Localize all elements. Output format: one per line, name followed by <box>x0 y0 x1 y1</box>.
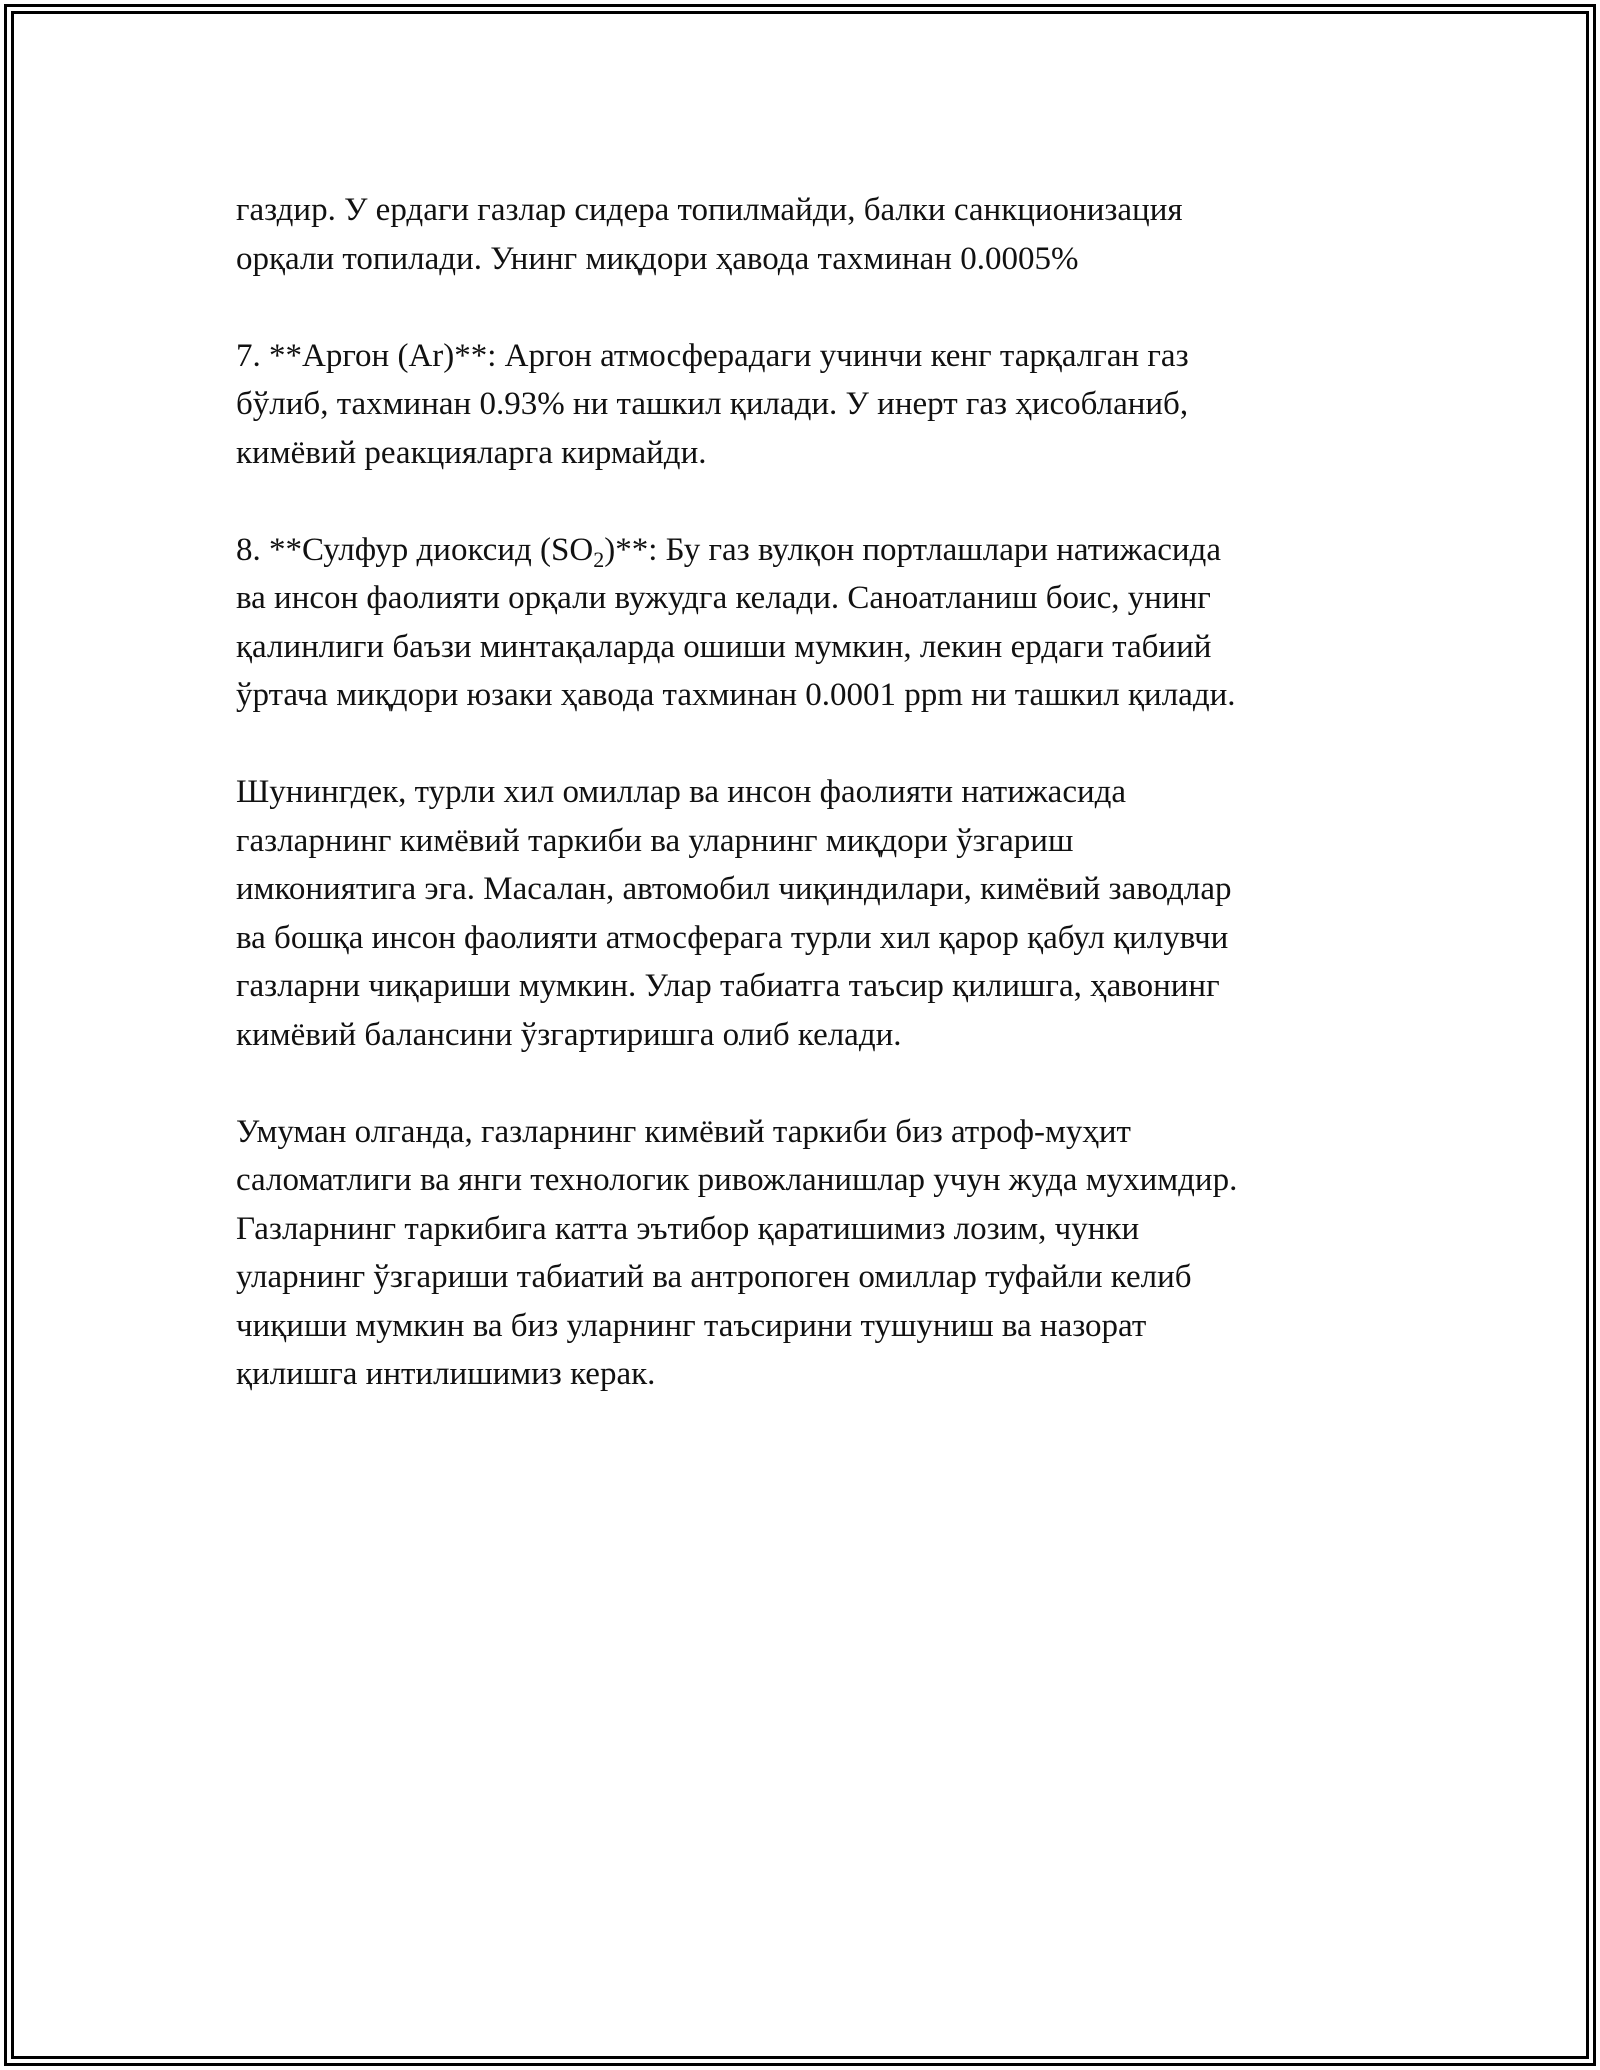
paragraph-human-activity: Шунингдек, турли хил омиллар ва инсон фаолияти натижасида газларнинг кимёвий таркиби ва уларнинг миқдори ўзгариш имкониятига эга. Масалан, автомобил чиқиндилари, кимёвий заводлар ва бошқа инсон фаолияти атмосферага турли хил қарор қабул қилувчи газларни чиқариши мумкин. Улар табиатга таъсир қилишга, ҳавонинг кимёвий балансини ўзгартиришга олиб келади. <box>236 774 1232 1053</box>
so2-subscript: 2 <box>593 546 605 572</box>
document-body <box>236 186 1356 1399</box>
so2-text-start: 8. **Сулфур диоксид (SO <box>236 531 594 568</box>
paragraph-argon: 7. **Аргон (Ar)**: Аргон атмосферадаги учинчи кенг тарқалган газ бўлиб, тахминан 0.93% ни ташкил қилади. У инерт газ ҳисобланиб, кимёвий реакцияларга кирмайди. <box>236 337 1189 471</box>
paragraph-conclusion: Умуман олганда, газларнинг кимёвий таркиби биз атроф-муҳит саломатлиги ва янги технологик ривожланишлар учун жуда мухимдир. Газларнинг таркибига катта эътибор қаратишимиз лозим, чунки уларнинг ўзгариши табиатий ва антропоген омиллар туфайли келиб чиқиши мумкин ва биз уларнинг таъсирини тушуниш ва назорат қилишга интилишимиз керак. <box>236 1113 1238 1392</box>
so2-text-end: )**: Бу газ вулқон портлашлари натижасида ва инсон фаолияти орқали вужудга келади. Саноатланиш боис, унинг қалинлиги баъзи минтақаларда ошиши мумкин, лекин ердаги табиий ўртача миқдори юзаки ҳавода тахминан 0.0001 ppm ни ташкил қилади. <box>236 531 1236 713</box>
paragraph-sulfur-dioxide <box>236 526 1356 720</box>
paragraph-krypton-continuation: газдир. У ердаги газлар сидера топилмайди, балки санкционизация орқали топилади. Унинг миқдори ҳавода тахминан 0.0005% <box>236 192 1183 277</box>
